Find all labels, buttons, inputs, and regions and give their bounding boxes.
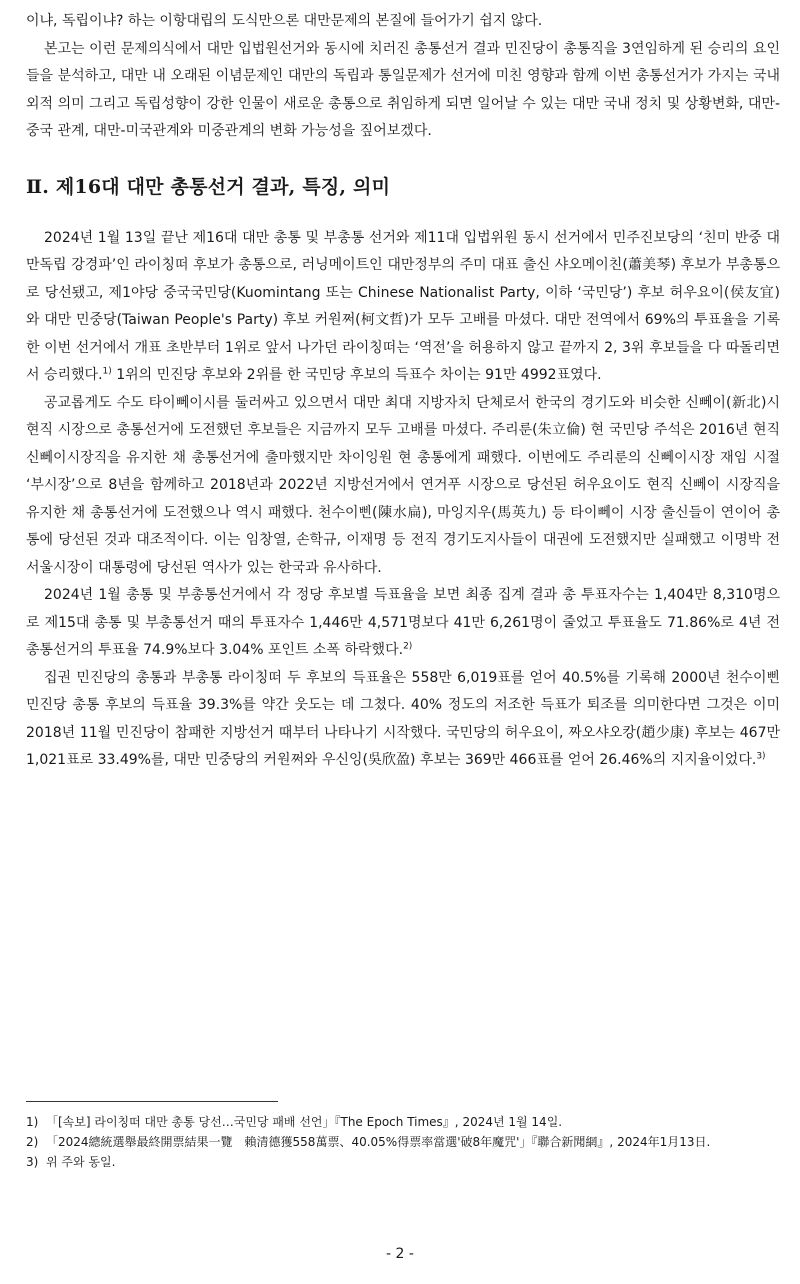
- footnote-text: 위 주와 동일.: [46, 1155, 116, 1169]
- footnote-ref-2: 2): [403, 641, 413, 652]
- paragraph-vote-share: [26, 665, 780, 775]
- paragraph-new-taipei: 공교롭게도 수도 타이뻬이시를 둘러싸고 있으면서 대만 최대 지방자치 단체로서 한국의 경기도와 비슷한 신뻬이(新北)시 현직 시장으로 총통선거에 도전했던 후보들은 지금까지 모두 고배를 마셨다. 주리룬(朱立倫) 현 국민당 주석은 2016년 현직 신뻬이시장직을 유지한 채 총통선거에 출마했지만 차이잉원 현 총통에게 패했다. 이번에도 주리룬의 신뻬이시장 재임 시절 ‘부시장’으로 8년을 함께하고 2018년과 2022년 지방선거에서 연거푸 시장으로 당선된 허우요이도 현직 신뻬이 시장직을 유지한 채 총통선거에 도전했으나 역시 패했다. 천수이삔(陳水扁), 마잉지우(馬英九) 등 타이뻬이 시장 출신들이 연이어 총통에 당선된 것과 대조적이다. 이는 임창열, 손학규, 이재명 등 전직 경기도지사들이 대권에 도전했지만 실패했고 이명박 전 서울시장이 대통령에 당선된 역사가 있는 한국과 유사하다.: [26, 394, 780, 576]
- intro-paragraph: 본고는 이런 문제의식에서 대만 입법원선거와 동시에 치러진 총통선거 결과 민진당이 총통직을 3연임하게 된 승리의 요인들을 분석하고, 대만 내 오래된 이념문제인 대만의 독립과 통일문제가 선거에 미친 영향과 함께 이번 총통선거가 가지는 국내외적 의미 그리고 독립성향이 강한 인물이 새로운 총통으로 취임하게 되면 일어날 수 있는 대만 국내 정치 및 상황변화, 대만-중국 관계, 대만-미국관계와 미중관계의 변화 가능성을 짚어보겠다.: [26, 40, 780, 139]
- footnote-number: 1): [26, 1115, 39, 1129]
- document-body: [26, 8, 780, 775]
- footnote-number: 2): [26, 1135, 39, 1149]
- paragraph-election-result-text: 2024년 1월 13일 끝난 제16대 대만 총통 및 부총통 선거와 제11대 입법위원 동시 선거에서 민주진보당의 ‘친미 반중 대만독립 강경파’인 라이칭떠 후보가 총통으로, 러닝메이트인 대만정부의 주미 대표 출신 샤오메이친(蕭美琴) 후보가 부총통으로 당선됐고, 제1야당 중국국민당(Kuomintang 또는 Chinese Nationalist Party, 이하 ‘국민당’) 후보 허우요이(侯友宜)와 대만 민중당(Taiwan People's Party) 후보 커원쩌(柯文哲)가 모두 고배를 마셨다. 대만 전역에서 69%의 투표율을 기록한 이번 선거에서 개표 초반부터 1위로 앞서 나가던 라이칭떠는 ‘역전’을 허용하지 않고 끝까지 2, 3위 후보들을 다 따돌리면서 승리했다.: [26, 229, 780, 383]
- paragraph-election-result-tail: 1위의 민진당 후보와 2위를 한 국민당 후보의 득표수 차이는 91만 4992표였다.: [111, 367, 602, 383]
- footnote-item: [26, 1152, 780, 1172]
- page-number: - 2 -: [386, 1246, 414, 1262]
- footnote-item: [26, 1112, 780, 1132]
- paragraph-turnout: [26, 582, 780, 665]
- footnote-item: [26, 1132, 780, 1152]
- paragraph-vote-share-text: 집권 민진당의 총통과 부총통 라이칭떠 두 후보의 득표율은 558만 6,019표를 얻어 40.5%를 기록해 2000년 천수이삔 민진당 총통 후보의 득표율 39.3%를 약간 웃도는 데 그쳤다. 40% 정도의 저조한 득표가 퇴조를 의미한다면 그것은 이미 2018년 11월 민진당이 참패한 지방선거 때부터 나타나기 시작했다. 국민당의 허우요이, 짜오샤오캉(趙少康) 후보는 467만 1,021표로 33.49%를, 대만 민중당의 커원쩌와 우신잉(吳欣盈) 후보는 369만 466표를 얻어 26.46%의 지지율이었다.: [26, 669, 780, 768]
- footnote-number: 3): [26, 1155, 39, 1169]
- footnotes: [26, 1112, 780, 1172]
- paragraph-turnout-text: 2024년 1월 총통 및 부총통선거에서 각 정당 후보별 득표율을 보면 최종 집계 결과 총 투표자수는 1,404만 8,310명으로 제15대 총통 및 부총통선거 때의 투표자수 1,446만 4,571명보다 41만 6,261명이 줄었고 투표율도 71.86%로 4년 전 총통선거의 투표율 74.9%보다 3.04% 포인트 소폭 하락했다.: [26, 587, 780, 658]
- section-heading: Ⅱ. 제16대 대만 총통선거 결과, 특징, 의미: [26, 175, 391, 198]
- footnote-ref-3: 3): [756, 751, 766, 762]
- intro-tail-text: 이냐, 독립이냐? 하는 이항대립의 도식만으론 대만문제의 본질에 들어가기 쉽지 않다.: [26, 13, 543, 29]
- paragraph-election-result: [26, 225, 780, 390]
- footnote-text: 「2024總統選舉最終開票結果一覽 賴清德獲558萬票、40.05%得票率當選'破8年魔咒'」『聯合新聞網』, 2024年1月13日.: [46, 1135, 711, 1149]
- footnote-text: 「[속보] 라이칭떠 대만 총통 당선…국민당 패배 선언」『The Epoch Times』, 2024년 1월 14일.: [46, 1115, 563, 1129]
- footnote-ref-1: 1): [102, 366, 112, 377]
- footnote-divider: [26, 1101, 278, 1102]
